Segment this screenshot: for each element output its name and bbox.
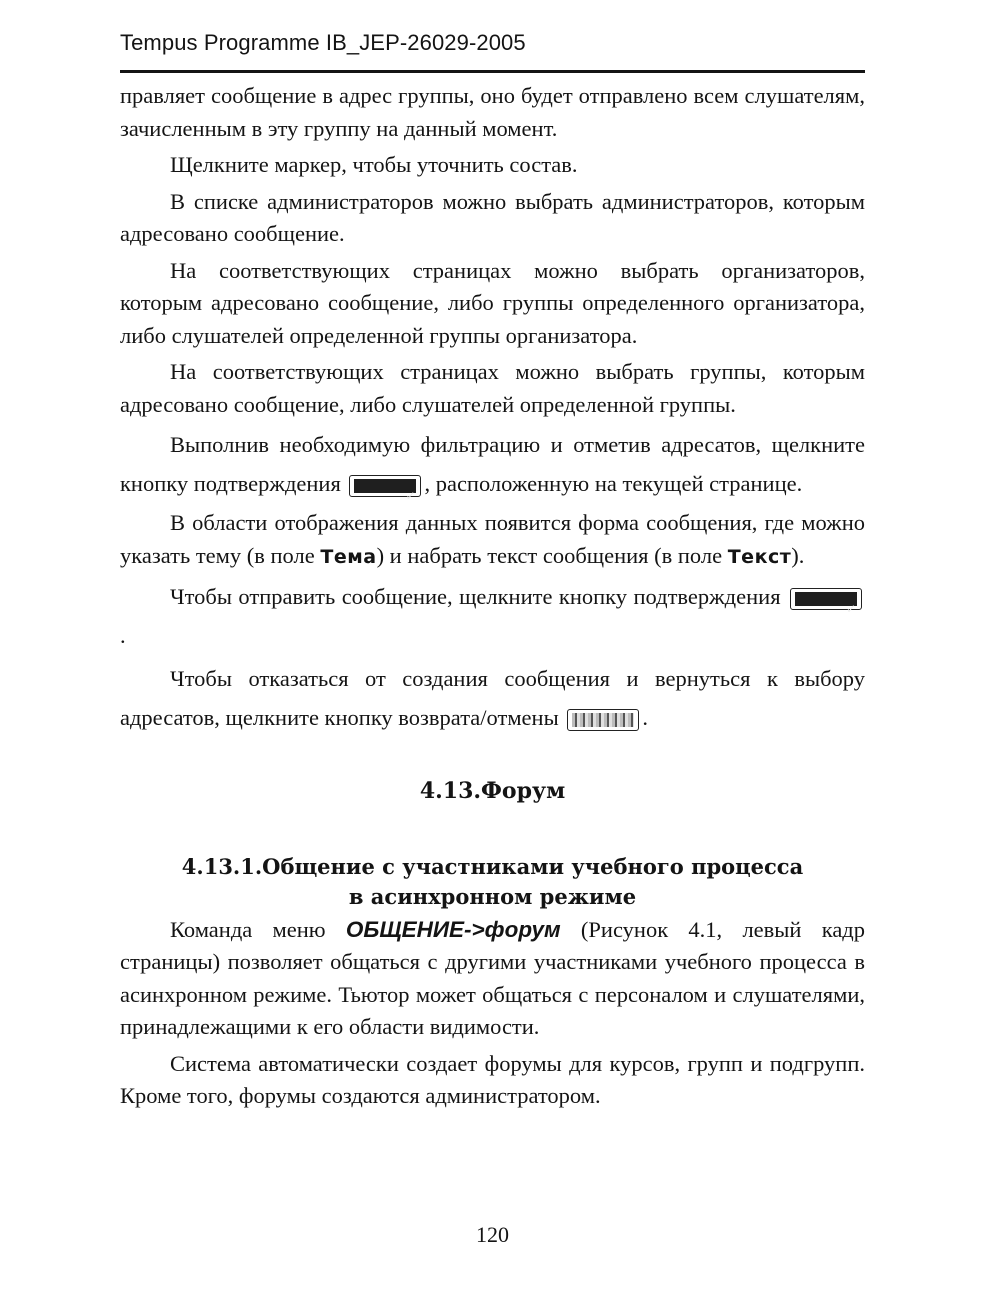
field-name-tema: Тема xyxy=(320,545,377,568)
paragraph-text: Команда меню xyxy=(170,916,346,942)
confirm-button-image xyxy=(790,588,862,616)
paragraph: В списке администраторов можно выбрать администраторов, которым адресовано сообщение. xyxy=(120,188,865,246)
paragraph-text: (Рисунок 4.1, левый кадр страницы) позволяет общаться с другими участниками учебного процесса в асинхронном режиме. Тьютор может общаться с персоналом и слушателями, принадлежащими к его области видимости. xyxy=(120,916,865,1039)
header-rule xyxy=(120,70,865,73)
paragraph-text: В области отображения данных появится форма сообщения, где можно указать тему (в поле xyxy=(120,510,865,568)
field-name-tekst: Текст xyxy=(727,545,792,568)
check-icon: ✓ xyxy=(405,488,416,503)
paragraph: Система автоматически создает форумы для курсов, групп и подгрупп. Кроме того, форумы создаются администратором. xyxy=(120,1050,865,1108)
paragraph xyxy=(120,659,865,737)
paragraph xyxy=(120,914,865,1044)
subsection-heading-line: в асинхронном режиме xyxy=(348,883,637,909)
paragraph: правляет сообщение в адрес группы, оно будет отправлено всем слушателям, зачисленным в эту группу на данный момент. xyxy=(120,83,865,141)
running-header: Tempus Programme IB_JEP-26029-2005 xyxy=(120,30,526,55)
paragraph-text: Чтобы отказаться от создания сообщения и вернуться к выбору адресатов, щелкните кнопку возврата/отмены xyxy=(120,666,865,730)
paragraph-text: ) и набрать текст сообщения (в поле xyxy=(376,542,728,568)
subsection-heading-line: 4.13.1.Общение с участниками учебного процесса xyxy=(181,853,804,879)
page-body xyxy=(120,80,865,1117)
paragraph-text: Чтобы отправить сообщение, щелкните кнопку подтверждения xyxy=(170,584,781,609)
back-button-image xyxy=(567,709,639,731)
page-number: 120 xyxy=(476,1222,509,1247)
menu-command: ОБЩЕНИЕ->форум xyxy=(345,916,561,942)
paragraph-text: Выполнив необходимую фильтрацию и отметив адресатов, щелкните кнопку подтверждения xyxy=(120,432,865,496)
paragraph: На соответствующих страницах можно выбрать организаторов, которым адресовано сообщение, либо группы определенного организатора, либо слушателей определенной группы организатора. xyxy=(120,257,865,348)
paragraph: Щелкните маркер, чтобы уточнить состав. xyxy=(170,152,578,177)
paragraph xyxy=(120,577,865,655)
paragraph-text: , расположенную на текущей странице. xyxy=(424,471,803,496)
paragraph-text: ). xyxy=(791,542,805,568)
check-icon: ✓ xyxy=(845,601,857,616)
paragraph-text: . xyxy=(120,623,126,648)
confirm-button-image xyxy=(349,475,421,503)
subsection-heading xyxy=(120,852,865,912)
paragraph: На соответствующих страницах можно выбрать группы, которым адресовано сообщение, либо слушателей определенной группы. xyxy=(120,359,865,417)
paragraph xyxy=(120,507,865,573)
paragraph-text: . xyxy=(642,705,648,730)
section-heading: 4.13.Форум xyxy=(419,778,566,804)
back-cancel-icon xyxy=(572,713,634,727)
paragraph xyxy=(120,425,865,503)
